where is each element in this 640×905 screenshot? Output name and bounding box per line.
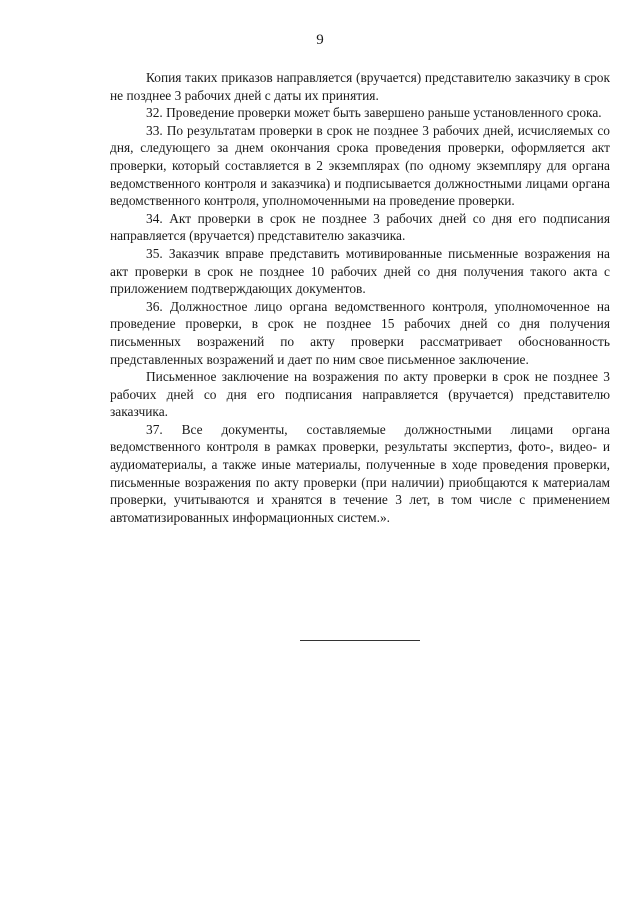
paragraph-33: 33. По результатам проверки в срок не позднее 3 рабочих дней, исчисляемых со дня, следующего за днем окончания срока проведения проверки, оформляется акт проверки, который составляется в 2 экземплярах (по одному экземпляру для органа ведомственного контроля и заказчика) и подписывается должностными лицами органа ведомственного контроля, уполномоченными на проведение проверки. — [110, 122, 610, 209]
paragraph-written-conclusion: Письменное заключение на возражения по акту проверки в срок не позднее 3 рабочих дней со дня его подписания направляется (вручается) представителю заказчика. — [110, 369, 610, 420]
page-number: 9 — [316, 32, 324, 48]
paragraph-orders-copy: Копия таких приказов направляется (вручается) представителю заказчику в срок не позднее 3 рабочих дней с даты их принятия. — [110, 70, 610, 103]
paragraph-32: 32. Проведение проверки может быть завершено раньше установленного срока. — [146, 105, 602, 121]
paragraph-35: 35. Заказчик вправе представить мотивированные письменные возражения на акт проверки в срок не позднее 10 рабочих дней со дня получения такого акта с приложением подтверждающих документов. — [110, 245, 610, 297]
paragraph-37: 37. Все документы, составляемые должностными лицами органа ведомственного контроля в рамках проверки, результаты экспертиз, фото-, видео- и аудиоматериалы, а также иные материалы, полученные в ходе проведения проверки, письменные возражения по акту проверки (при наличии) приобщаются к материалам проверки, учитываются и хранятся в течение 3 лет, в том числе с применением автоматизированных информационных систем.». — [110, 421, 610, 525]
document-body — [110, 69, 610, 526]
end-divider-line — [300, 640, 420, 641]
paragraph-34: 34. Акт проверки в срок не позднее 3 рабочих дней со дня его подписания направляется (вручается) представителю заказчика. — [110, 210, 610, 244]
paragraph-36: 36. Должностное лицо органа ведомственного контроля, уполномоченное на проведение проверки, в срок не позднее 15 рабочих дней со дня получения письменных возражений по акту проверки рассматривает обоснованность представленных возражений и дает по ним свое письменное заключение. — [110, 298, 610, 367]
